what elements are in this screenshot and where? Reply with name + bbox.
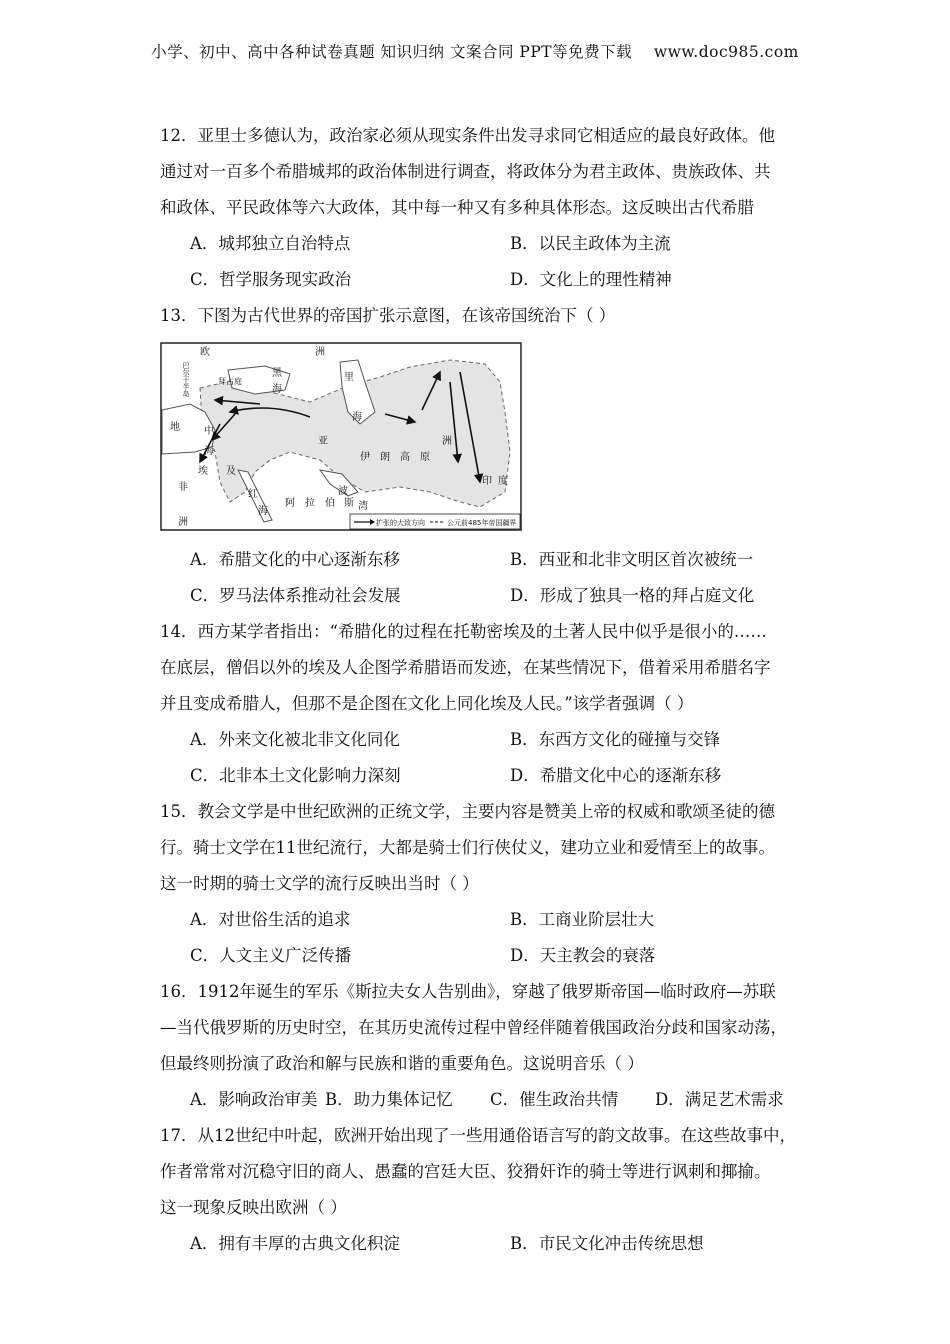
svg-text:斯: 斯 <box>344 498 354 509</box>
option-a: A．希腊文化的中心逐渐东移 <box>190 550 400 569</box>
option-d: D．希腊文化中心的逐渐东移 <box>510 766 722 785</box>
option-b: B．助力集体记忆 <box>325 1090 453 1109</box>
svg-text:亚: 亚 <box>318 436 328 447</box>
svg-text:扩张的大致方向: 扩张的大致方向 <box>376 519 425 527</box>
svg-text:拜占庭: 拜占庭 <box>218 377 242 386</box>
page-header <box>0 40 950 62</box>
question-15-stem: 15．教会文学是中世纪欧洲的正统文学，主要内容是赞美上帝的权威和歌颂圣徒的德 行。骑士文学在11世纪流行，大都是骑士们行侠仗义，建功立业和爱情至上的故事。 这一时期的骑士文学的流行反映出当时（ ） <box>160 802 775 893</box>
option-a: A．外来文化被北非文化同化 <box>190 730 400 749</box>
option-d: D．满足艺术需求 <box>655 1090 784 1109</box>
svg-text:欧: 欧 <box>200 347 210 358</box>
option-c: C．哲学服务现实政治 <box>190 270 352 289</box>
svg-text:中: 中 <box>204 426 214 437</box>
svg-text:洲: 洲 <box>315 347 325 358</box>
header-url: www.doc985.com <box>653 43 799 61</box>
option-b: B．以民主政体为主流 <box>510 234 671 253</box>
svg-text:里: 里 <box>344 372 354 383</box>
svg-text:海: 海 <box>272 384 282 395</box>
option-d: D．天主教会的衰落 <box>510 946 656 965</box>
option-c: C．人文主义广泛传播 <box>190 946 352 965</box>
svg-text:黑: 黑 <box>272 368 282 379</box>
question-15 <box>160 794 800 974</box>
option-c: C．罗马法体系推动社会发展 <box>190 586 401 605</box>
svg-text:洲: 洲 <box>442 436 452 447</box>
option-a: A．对世俗生活的追求 <box>190 910 351 929</box>
svg-text:及: 及 <box>226 466 236 477</box>
option-b: B．市民文化冲击传统思想 <box>510 1234 704 1253</box>
question-16 <box>160 974 800 1118</box>
question-12 <box>160 118 800 298</box>
question-13 <box>160 298 800 614</box>
option-c: C．北非本土文化影响力深刻 <box>190 766 401 785</box>
option-b: B．西亚和北非文明区首次被统一 <box>510 550 754 569</box>
empire-map <box>160 342 522 532</box>
svg-text:巴尔干半岛: 巴尔干半岛 <box>182 362 190 397</box>
question-list <box>160 118 800 1262</box>
svg-text:洲: 洲 <box>178 517 188 528</box>
option-b: B．工商业阶层壮大 <box>510 910 655 929</box>
question-14-stem: 14．西方某学者指出：“希腊化的过程在托勒密埃及的土著人民中似乎是很小的…… 在底层，僧侣以外的埃及人企图学希腊语而发迹，在某些情况下，借着采用希腊名字 并且变成希腊人，但那不是企图在文化上同化埃及人民。”该学者强调（ ） <box>160 622 771 713</box>
svg-text:阿 拉 伯: 阿 拉 伯 <box>285 498 335 509</box>
question-17-stem: 17．从12世纪中叶起，欧洲开始出现了一些用通俗语言写的韵文故事。在这些故事中， 作者常常对沉稳守旧的商人、愚蠢的宫廷大臣、狡猾奸诈的骑士等进行讽刺和揶揄。 这一现象反映出欧洲（ ） <box>160 1126 796 1217</box>
question-12-stem: 12．亚里士多德认为，政治家必须从现实条件出发寻求同它相适应的最良好政体。他 通过对一百多个希腊城邦的政治体制进行调查，将政体分为君主政体、贵族政体、共 和政体、平民政体等六大政体，其中每一种又有多种具体形态。这反映出古代希腊 <box>160 126 775 217</box>
svg-text:非: 非 <box>178 482 188 493</box>
svg-text:海: 海 <box>258 506 268 517</box>
svg-text:埃: 埃 <box>198 466 208 477</box>
svg-text:公元前485年帝国疆界: 公元前485年帝国疆界 <box>447 519 517 527</box>
header-text: 小学、初中、高中各种试卷真题 知识归纳 文案合同 PPT等免费下载 <box>151 43 633 61</box>
svg-text:波: 波 <box>338 486 348 497</box>
option-b: B．东西方文化的碰撞与交锋 <box>510 730 721 749</box>
svg-text:伊 朗 高 原: 伊 朗 高 原 <box>360 452 430 463</box>
svg-text:海: 海 <box>352 412 362 423</box>
svg-text:度: 度 <box>498 476 508 487</box>
option-d: D．文化上的理性精神 <box>510 270 672 289</box>
svg-text:湾: 湾 <box>358 501 368 512</box>
svg-text:红: 红 <box>248 489 258 500</box>
option-a: A．影响政治审美 <box>190 1090 318 1109</box>
svg-text:地: 地 <box>170 422 180 433</box>
svg-text:海: 海 <box>204 446 214 457</box>
question-17 <box>160 1118 800 1262</box>
empire-map-svg <box>160 342 522 532</box>
question-13-stem: 13．下图为古代世界的帝国扩张示意图，在该帝国统治下（ ） <box>160 306 616 325</box>
option-a: A．拥有丰厚的古典文化积淀 <box>190 1234 400 1253</box>
option-d: D．形成了独具一格的拜占庭文化 <box>510 586 755 605</box>
question-14 <box>160 614 800 794</box>
question-16-stem: 16．1912年诞生的军乐《斯拉夫女人告别曲》，穿越了俄罗斯帝国—临时政府—苏联 —当代俄罗斯的历史时空，在其历史流传过程中曾经伴随着俄国政治分歧和国家动荡， 但最终则扮演了政治和解与民族和谐的重要角色。这说明音乐（ ） <box>160 982 787 1073</box>
option-c: C．催生政治共情 <box>490 1090 619 1109</box>
option-a: A．城邦独立自治特点 <box>190 234 351 253</box>
svg-text:印: 印 <box>482 476 492 487</box>
